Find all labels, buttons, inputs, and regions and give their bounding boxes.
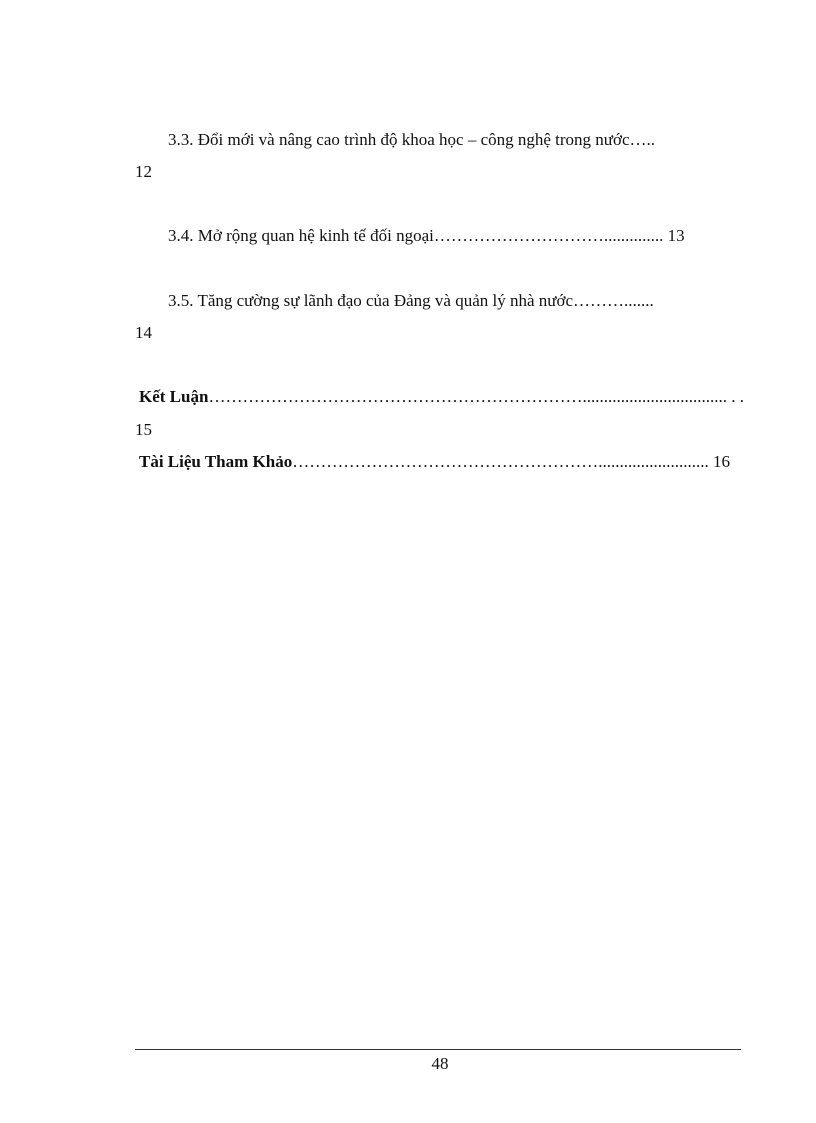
footer-page-number: 48 (431, 1054, 449, 1073)
toc-entry-3-3[interactable]: 3.3. Đổi mới và nâng cao trình độ khoa học – công nghệ trong nước….. (168, 130, 656, 149)
toc-entry-tai-lieu-title: Tài Liệu Tham Khảo (139, 452, 293, 471)
toc-entry-3-3-page: 12 (135, 162, 152, 181)
toc-entry-ket-luan-title: Kết Luận (139, 387, 209, 406)
toc-entry-3-4[interactable]: 3.4. Mở rộng quan hệ kinh tế đối ngoại………………………….............. 13 (168, 226, 685, 245)
toc-entry-tai-lieu-leader: ……………………………………………….......................... 16 (292, 452, 730, 471)
toc-entry-3-5-page: 14 (135, 323, 152, 342)
footer-divider (135, 1049, 741, 1050)
toc-entry-ket-luan-page: 15 (135, 420, 152, 439)
toc-entry-3-5[interactable]: 3.5. Tăng cường sự lãnh đạo của Đảng và quản lý nhà nước………....... (168, 291, 654, 310)
toc-entry-tai-lieu[interactable] (139, 452, 730, 472)
toc-entry-ket-luan[interactable] (139, 387, 744, 407)
toc-entry-ket-luan-leader: ………………………………………………………….................................. . . (208, 387, 744, 406)
